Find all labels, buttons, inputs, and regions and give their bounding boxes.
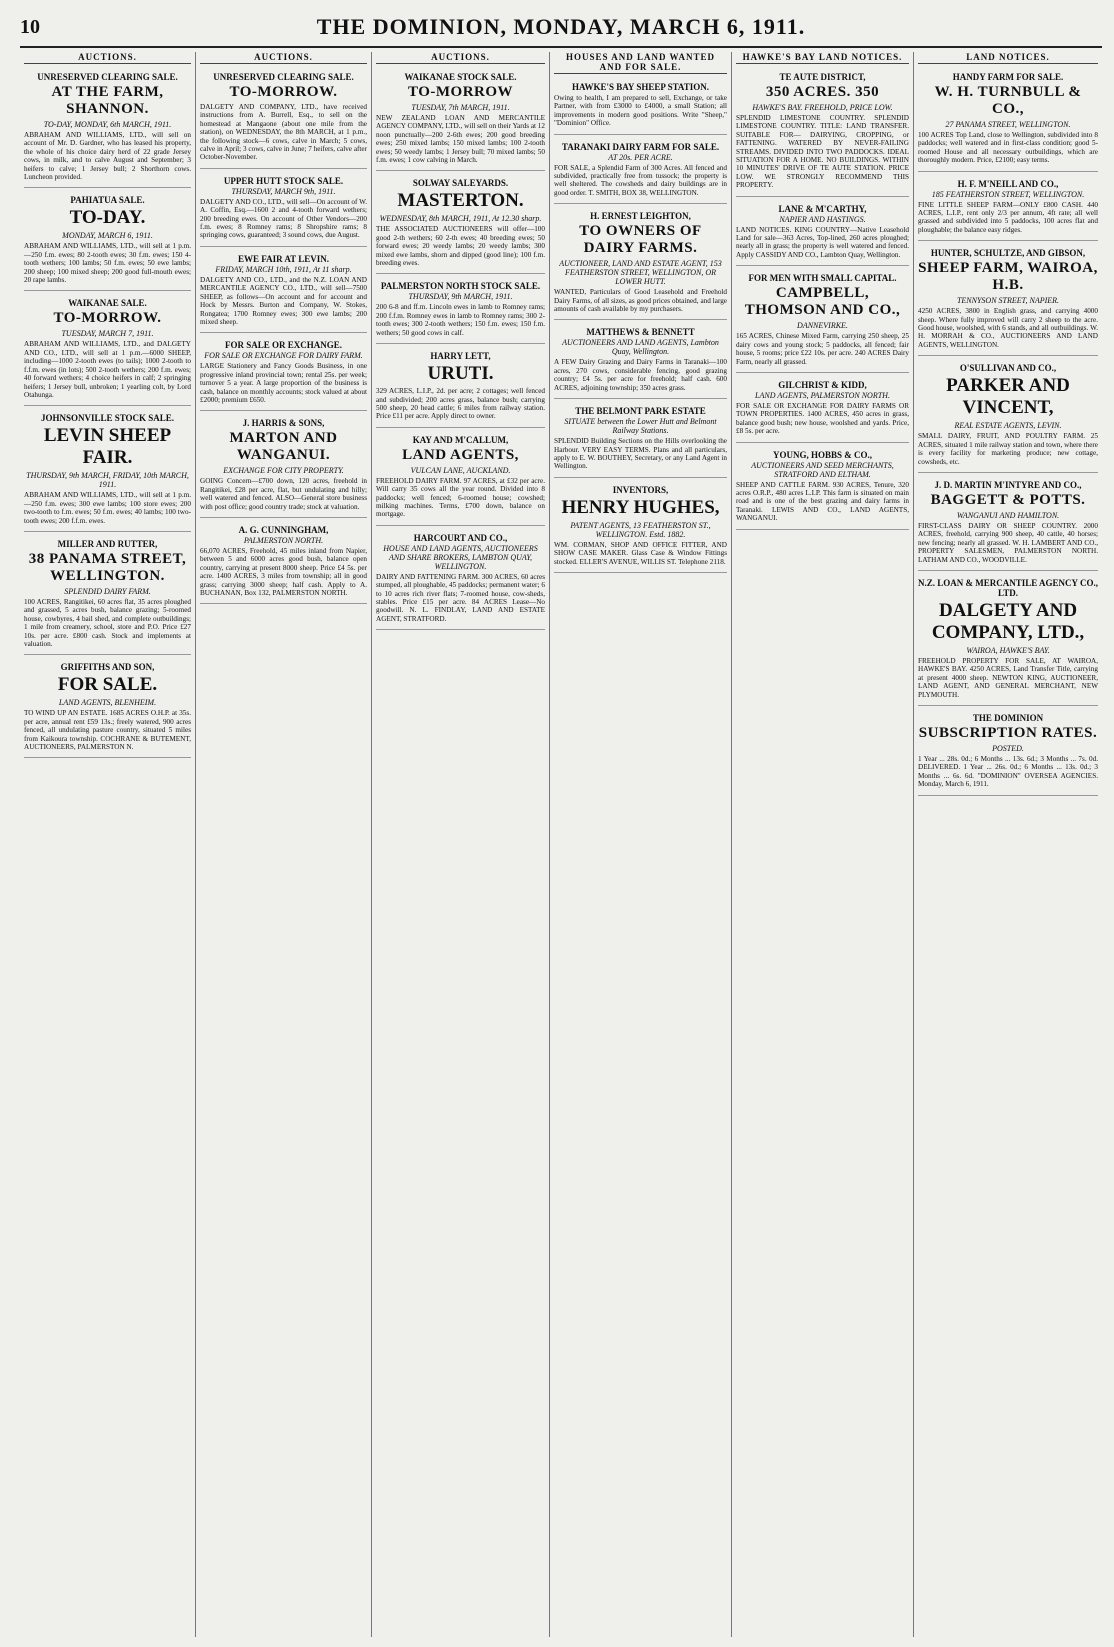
ad-body-text: TO WIND UP AN ESTATE. 1685 ACRES O.H.P. at 35s. per acre, annual rent £59 13s.; freely watered, 900 acres fenced, all undulating pasture country, situated 5 miles from Kaikoura township. COCHRANE & BUTEMENT, AUCTIONEERS, PALMERSTON N. <box>24 709 191 751</box>
ad-title: A. G. CUNNINGHAM, <box>238 524 329 535</box>
advertisement <box>200 414 367 518</box>
ad-body-text: FOR SALE, a Splendid Farm of 300 Acres. All fenced and subdivided, practically free from tussock; the property is well sheltered. The cowsheds and dairy buildings are in good order. T. SMITH, BOX 38, WELLINGTON. <box>554 163 727 197</box>
ad-subtitle: THURSDAY, MARCH 9th, 1911. <box>231 186 336 196</box>
ad-body-text: SHEEP AND CATTLE FARM. 930 ACRES, Tenure, 320 acres O.R.P., 480 acres L.I.P. This farm is situated on main road and is one of the best grazing and dairy farms in Taranaki. LEWIS AND CO., LAND AGENTS, WANGANUI. <box>736 480 909 523</box>
advertisement <box>24 191 191 291</box>
ad-body-text: 66,070 ACRES, Freehold, 45 miles inland from Napier, between 5 and 6000 acres good bush, balance open country, carrying at present 8000 sheep. Price £4 5s. per acre. 1400 ACRES, 3 miles from township; all in good grass; carrying 3000 sheep; half cash. Apply to A. BUCHANAN, Box 132, PALMERSTON NORTH. <box>200 546 367 597</box>
ad-subtitle: WAIROA, HAWKE'S BAY. <box>966 645 1050 655</box>
advertisement <box>918 175 1098 242</box>
ad-title: SOLWAY SALEYARDS. <box>412 178 509 189</box>
ad-body-text: FINE LITTLE SHEEP FARM—ONLY £800 CASH. 440 ACRES, L.I.P., rent only 2/3 per annum, 4ft rate; all well grassed and subdivided into 5 paddocks, 100 acres flat and ploughable; the balance easy ridges. <box>918 200 1098 234</box>
ad-subtitle: PATENT AGENTS, 13 FEATHERSTON ST., WELLINGTON. Estd. 1882. <box>570 520 711 539</box>
ad-subtitle: REAL ESTATE AGENTS, LEVIN. <box>954 421 1062 431</box>
advertisement <box>200 172 367 247</box>
ad-headline: TO-MORROW. <box>53 310 162 327</box>
column-6 <box>914 52 1102 1637</box>
ad-title: UNRESERVED CLEARING SALE. <box>37 72 178 82</box>
advertisement <box>918 359 1098 473</box>
ad-headline: TO-DAY. <box>69 207 146 229</box>
ad-subtitle: WEDNESDAY, 8th MARCH, 1911, At 12.30 sharp. <box>379 214 542 224</box>
ad-body-text: 329 ACRES, L.I.P., 2d. per acre; 2 cottages; well fenced and subdivided; 200 acres grass, balance bush; carrying 500 sheep, 20 head cattle; 6 miles from railway station. Price £11 per acre. Apply direct to owner. <box>376 387 545 421</box>
column-heading: LAND NOTICES. <box>918 52 1098 64</box>
ad-headline: HENRY HUGHES, <box>561 496 720 518</box>
ad-subtitle: PALMERSTON NORTH. <box>243 535 324 545</box>
ad-body-text: GOING Concern—£700 down, 120 acres, freehold in Rangitikei, £28 per acre, flat, but undulating and hilly; well watered and fenced. ALSO—General store business with post office; good country trade; stock at valuation. <box>200 477 367 511</box>
ad-subtitle: 27 PANAMA STREET, WELLINGTON. <box>945 120 1071 129</box>
ad-body-text: SPLENDID LIMESTONE COUNTRY. SPLENDID LIMESTONE COUNTRY. TITLE: LAND TRANSFER. SUITABLE FOR— DAIRYING, CROPPING, or FATTENING. WATERED BY NEVER-FAILING STREAMS. DIVIDED INTO TWO PADDOCKS. IDEAL SITUATION FOR A HOME. NO BUILDINGS. WITHIN 10 MINUTES' DRIVE OF TE AUTE STATION. PRICE LOW. WE STRONGLY RECOMMEND THIS PROPERTY. <box>736 114 909 190</box>
column-5 <box>732 52 914 1637</box>
ad-title: WAIKANAE STOCK SALE. <box>404 72 517 82</box>
ad-headline: MASTERTON. <box>397 190 524 212</box>
ad-title: HAWKE'S BAY SHEEP STATION. <box>571 82 710 92</box>
ad-subtitle: AT 20s. PER ACRE. <box>608 152 673 162</box>
ad-body-text: WM. CORMAN, SHOP AND OFFICE FITTER, AND SHOW CASE MAKER. Glass Case & Window Fittings stocked. ELLER'S AVENUE, WILLIS ST. Telephone 2118. <box>554 540 727 566</box>
ad-body-text: 100 ACRES, Rangitikei, 60 acres flat, 35 acres ploughed and grassed, 5 acres bush, balance grazing; 5-roomed house, cowbyres, 4 bail shed, and complete outbuildings; 1 mile from creamery, school, store and P.O. Price £27 10s. per acre. £800 cash. Stock and implements at valuation. <box>24 597 191 648</box>
ad-body-text: NEW ZEALAND LOAN AND MERCANTILE AGENCY COMPANY, LTD., will sell on their Yards at 12 noon punctually—200 2-6th ewes; 200 good breeding ewes; 250 mixed lambs; 150 mixed lambs; 100 2-tooth ewes; 50 weedy lambs; 1 Jersey bull; 70 mixed lambs; 50 f.m. ewes; 1 cow calving in March. <box>376 114 545 165</box>
ad-subtitle: DANNEVIRKE. <box>797 321 848 331</box>
ad-body-text: ABRAHAM AND WILLIAMS, LTD., and DALGETY AND CO., LTD., will sell at 1 p.m.—6000 SHEEP, including—1000 2-tooth ewes (to tails); 1000 2-tooth to f.f.m. ewes (in lots); 500 2-tooth wethers; 200 f.m. ewes; 40 forward wethers; 4 choice heifers in calf; 2 springing heifers; 1 Jersey bull, unbroken; 1 yearling colt, by Lord Otahunga. <box>24 340 191 399</box>
advertisement <box>24 68 191 188</box>
ad-body-text: ABRAHAM AND WILLIAMS, LTD., will sell on account of Mr. D. Gardner, who has leased his property, the whole of his choice dairy herd of 22 grade Jersey cows, in milk, and to calve August and September; 3 heifers to calve; 1 Jersey bull; 2 Shorthorn cows. Luncheon provided. <box>24 131 191 182</box>
ad-title: O'SULLIVAN AND CO., <box>959 363 1057 374</box>
column-3 <box>372 52 550 1637</box>
ad-title: LANE & M'CARTHY, <box>778 203 867 214</box>
advertisement <box>200 250 367 333</box>
ad-subtitle: VULCAN LANE, AUCKLAND. <box>410 465 511 475</box>
ad-headline: URUTI. <box>427 363 494 385</box>
ad-subtitle: AUCTIONEER, LAND AND ESTATE AGENT, 153 FEATHERSTON STREET, WELLINGTON, OR LOWER HUTT. <box>559 259 722 287</box>
advertisement <box>24 294 191 406</box>
ad-headline: 38 PANAMA STREET, WELLINGTON. <box>28 550 187 584</box>
ad-body-text: LARGE Stationery and Fancy Goods Business, in one progressive inland provincial town; rental 25s. per week; turnover 5 a year. A large proportion of the business is cash, balance on monthly accounts; stock valued at about £2000; premium £650. <box>200 362 367 404</box>
advertisement <box>554 402 727 478</box>
column-4 <box>550 52 732 1637</box>
ad-title: MATTHEWS & BENNETT <box>586 327 695 338</box>
ad-title: PAHIATUA SALE. <box>70 195 145 206</box>
ad-title: H. F. M'NEILL AND CO., <box>957 178 1059 189</box>
ad-subtitle: THURSDAY, 9th MARCH, FRIDAY, 10th MARCH, 1911. <box>26 471 189 490</box>
ad-headline: SUBSCRIPTION RATES. <box>918 724 1098 741</box>
ad-headline: BAGGETT & POTTS. <box>930 491 1086 508</box>
ad-title: GRIFFITHS AND SON, <box>60 662 155 673</box>
ad-body-text: FOR SALE OR EXCHANGE FOR DAIRY FARMS OR TOWN PROPERTIES. 1400 ACRES, 450 acres in grass, balance good bush; new house, woolshed and yards. Price, £8 5s. per acre. <box>736 401 909 436</box>
ad-title: MILLER AND RUTTER, <box>57 538 158 549</box>
ad-title: KAY AND M'CALLUM, <box>412 434 509 445</box>
ad-title: YOUNG, HOBBS & CO., <box>772 449 872 460</box>
advertisement <box>376 277 545 344</box>
ad-body-text: SPLENDID Building Sections on the Hills overlooking the Harbour. VERY EASY TERMS. Plans and all particulars, apply to E. W. BOUTHEY, Secretary, or any Land Agent in Wellington. <box>554 437 727 471</box>
ad-body-text: FIRST-CLASS DAIRY OR SHEEP COUNTRY. 2000 ACRES, freehold, carrying 900 sheep, 40 cattle, 40 horses; new fencing; nearly all grassed. W. H. LAMBERT AND CO., PROPERTY SALESMEN, PALMERSTON NORTH. LATHAM AND CO., WOODVILLE. <box>918 521 1098 564</box>
column-heading: AUCTIONS. <box>24 52 191 64</box>
ad-body-text: DAIRY AND FATTENING FARM. 300 ACRES, 60 acres stumped, all ploughable, 45 paddocks; permanent water; 6 to 10 acres rich river flats; 7-roomed house, cow-sheds, stables. Price £15 per acre. 84 ACRES Lease—No goodwill. N. L. FINDLAY, LAND AND ESTATE AGENT, STRATFORD. <box>376 572 545 623</box>
ad-headline: SHEEP FARM, WAIROA, H.B. <box>918 260 1098 294</box>
ad-body-text: DALGETY AND COMPANY, LTD., have received instructions from A. Burrell, Esq., to sell on the homestead at Mangaone (about one mile from the station), on WEDNESDAY, the 8th MARCH, at 1 p.m., the following stock—6 cows, calve in March; 5 cows, calve in April; 3 cows, calve in June; 7 heifers, calve after October-November. <box>200 103 367 162</box>
masthead <box>20 6 1102 48</box>
advertisement <box>376 529 545 630</box>
ad-headline: FOR SALE. <box>57 674 158 696</box>
ad-body-text: 100 ACRES Top Land, close to Wellington, subdivided into 8 paddocks; well watered and in first-class condition; good 5-roomed House and all necessary outbuildings, which are thoroughly modern. Price, £2100; easy terms. <box>918 131 1098 165</box>
ad-subtitle: EXCHANGE FOR CITY PROPERTY. <box>223 466 344 476</box>
ad-subtitle: FOR SALE OR EXCHANGE FOR DAIRY FARM. <box>204 351 363 361</box>
advertisement <box>554 323 727 399</box>
ad-title: J. HARRIS & SONS, <box>242 418 325 429</box>
ad-body-text: THE ASSOCIATED AUCTIONEERS will offer—100 good 2-th wethers; 60 2-th ewes; 40 breeding ewes; 50 forward ewes; 20 weedy lambs; 20 weedy lambs; 300 mixed ewe lambs, shorn and dipped (good line); 100 f.m. breeding ewes. <box>376 225 545 268</box>
ad-title: INVENTORS, <box>612 484 669 495</box>
ad-subtitle: TUESDAY, MARCH 7, 1911. <box>61 329 154 339</box>
ad-headline: TO-MORROW. <box>229 84 338 100</box>
ad-headline: DALGETY AND COMPANY, LTD., <box>931 599 1085 643</box>
ad-subtitle: 185 FEATHERSTON STREET, WELLINGTON. <box>931 189 1085 199</box>
advertisement <box>554 138 727 205</box>
advertisement <box>918 476 1098 571</box>
ad-headline: TO OWNERS OF DAIRY FARMS. <box>579 223 702 257</box>
ad-title: N.Z. LOAN & MERCANTILE AGENCY CO., LTD. <box>918 577 1098 598</box>
ad-headline: AT THE FARM, SHANNON. <box>51 84 164 117</box>
ad-body-text: ABRAHAM AND WILLIAMS, LTD., will sell at 1 p.m.—250 f.m. ewes; 80 2-tooth ewes; 30 f.m. ewes; 150 4-tooth wethers; 100 lambs; 50 f.m. ewes; 50 ewe lambs; 200 sheep; 100 mixed sheep; 200 good full-mouth ewes; 20 rape lambs. <box>24 242 191 285</box>
ad-body-text: DALGETY AND CO., LTD., and the N.Z. LOAN AND MERCANTILE AGENCY CO., LTD., will sell—7500 SHEEP, as follows—On account and for account and Hock by Messrs. Burton and Company, W. Stokes, Rongatea; 1700 Romney ewes; 300 ewe lambs; 200 mixed sheep. <box>200 275 367 326</box>
ad-subtitle: HAWKE'S BAY. FREEHOLD, PRICE LOW. <box>752 103 893 112</box>
ad-headline: 350 ACRES. 350 <box>765 84 880 100</box>
ad-title: TARANAKI DAIRY FARM FOR SALE. <box>561 141 720 152</box>
column-heading: AUCTIONS. <box>376 52 545 64</box>
advertisement <box>736 376 909 443</box>
column-heading: HAWKE'S BAY LAND NOTICES. <box>736 52 909 64</box>
ad-title: HANDY FARM FOR SALE. <box>952 72 1064 82</box>
ad-title: HARRY LETT, <box>430 351 491 362</box>
ad-subtitle: AUCTIONEERS AND SEED MERCHANTS, STRATFORD AND ELTHAM. <box>751 460 894 479</box>
ad-subtitle: AUCTIONEERS AND LAND AGENTS, Lambton Quay, Wellington. <box>562 338 719 357</box>
ad-title: HUNTER, SCHULTZE, AND GIBSON, <box>930 248 1086 259</box>
newspaper-title: THE DOMINION, MONDAY, MARCH 6, 1911. <box>316 14 806 39</box>
column-heading: AUCTIONS. <box>200 52 367 64</box>
ad-body-text: LAND NOTICES. KING COUNTRY—Native Leasehold Land for sale—363 Acres, Top-lined, 260 acres ploughed; nearly all in grass; the property is well watered and fenced. Apply CASSIDY AND CO., Lambton Quay, Wellington. <box>736 225 909 259</box>
advertisement <box>376 174 545 274</box>
ad-title: J. D. MARTIN M'INTYRE AND CO., <box>934 479 1082 490</box>
ad-title: JOHNSONVILLE STOCK SALE. <box>40 413 175 424</box>
ad-body-text: ABRAHAM AND WILLIAMS, LTD., will sell at 1 p.m.—250 f.m. ewes; 300 ewe lambs; 100 store ewes; 200 two-tooth to f.m. ewes; 50 f.m. ewes; 40 lambs; 100 two-tooth ewes; 200 f.f.m. ewes. <box>24 491 191 525</box>
ad-body-text: 4250 ACRES, 3800 in English grass, and carrying 4000 sheep. Where fully improved will carry 2 sheep to the acre. Good house, woolshed, with 6 stands, and all outbuildings. W. H. MORRAH & CO., AUCTIONEERS AND LAND AGENTS, WELLINGTON. <box>918 307 1098 349</box>
ad-headline: PARKER AND VINCENT, <box>946 375 1070 419</box>
ad-subtitle: SPLENDID DAIRY FARM. <box>64 586 151 596</box>
column-heading: HOUSES AND LAND WANTED AND FOR SALE. <box>554 52 727 74</box>
column-2 <box>196 52 372 1637</box>
ad-title: UPPER HUTT STOCK SALE. <box>223 175 344 186</box>
advertisement <box>200 521 367 604</box>
advertisement <box>554 78 727 135</box>
ad-subtitle: THURSDAY, 9th MARCH, 1911. <box>408 292 513 302</box>
ad-headline: W. H. TURNBULL & CO., <box>934 84 1082 117</box>
ad-headline: CAMPBELL, THOMSON AND CO., <box>744 285 901 319</box>
page-number: 10 <box>20 16 40 38</box>
ad-subtitle: TENNYSON STREET, NAPIER. <box>956 296 1060 306</box>
advertisement <box>918 68 1098 172</box>
ad-subtitle: LAND AGENTS, PALMERSTON NORTH. <box>755 390 890 400</box>
advertisement <box>24 409 191 532</box>
advertisement <box>24 658 191 758</box>
advertisement <box>736 200 909 267</box>
advertisement <box>376 347 545 428</box>
ad-body-text: FREEHOLD PROPERTY FOR SALE, AT WAIROA, HAWKE'S BAY. 4250 ACRES, Land Transfer Title, carrying at present 4000 sheep. NEWTON KING, AUCTIONEER, LAND AGENT, AND GENERAL MERCHANT, NEW PLYMOUTH. <box>918 656 1098 699</box>
ad-title: PALMERSTON NORTH STOCK SALE. <box>380 281 541 292</box>
advertisement <box>554 207 727 320</box>
ad-subtitle: LAND AGENTS, BLENHEIM. <box>58 698 157 708</box>
ad-subtitle: MONDAY, MARCH 6, 1911. <box>62 231 153 241</box>
advertisement <box>918 574 1098 706</box>
ad-title: WAIKANAE SALE. <box>68 298 147 309</box>
ad-body-text: DALGETY AND CO., LTD., will sell—On account of W. A. Coffin, Esq.—1600 2 and 4-tooth forward wethers; 200 breeding ewes. On account of Other Vendors—200 f.m. ewes; 8 Romney rams; 8 Shropshire rams; 8 springing cows, guaranteed; 3 sound cows, due August. <box>200 197 367 240</box>
advertisement <box>918 709 1098 796</box>
ad-body-text: 165 ACRES, Chinese Mixed Farm, carrying 250 sheep, 25 dairy cows and young stock; 5 paddocks, all fenced; fair house, 5 rooms; price £22 10s. per acre. 240 ACRES Dairy Farm, nearly all grassed. <box>736 332 909 366</box>
ad-headline: TO-MORROW <box>407 84 514 100</box>
ad-headline: MARTON AND WANGANUI. <box>229 430 338 464</box>
ad-subtitle: HOUSE AND LAND AGENTS, AUCTIONEERS AND SHARE BROKERS, LAMBTON QUAY, WELLINGTON. <box>383 543 538 571</box>
ad-subtitle: TUESDAY, 7th MARCH, 1911. <box>411 103 510 112</box>
ad-body-text: 1 Year ... 28s. 0d.; 6 Months ... 13s. 6d.; 3 Months ... 7s. 0d. DELIVERED. 1 Year ... 26s. 0d.; 6 Months ... 13s. 0d.; 3 Months ... 6s. 6d. "DOMINION" OVERSEA AGENCIES. Monday, March 6, 1911. <box>918 754 1098 789</box>
ad-title: FOR MEN WITH SMALL CAPITAL. <box>748 273 897 284</box>
ad-headline: LEVIN SHEEP FAIR. <box>43 425 172 469</box>
advertisement <box>736 68 909 197</box>
advertisement <box>918 244 1098 356</box>
ad-body-text: FREEHOLD DAIRY FARM. 97 ACRES, at £32 per acre. Will carry 35 cows all the year round. Divided into 8 paddocks; well fenced; 6-roomed house; cowshed; milking machines. Terms, £700 down, balance on mortgage. <box>376 476 545 519</box>
ad-body-text: WANTED, Particulars of Good Leasehold and Freehold Dairy Farms, of all sizes, as good prices obtained, and large amounts of cash available by my purchasers. <box>554 288 727 314</box>
ad-title: THE DOMINION <box>972 712 1044 723</box>
ad-title: THE BELMONT PARK ESTATE <box>575 406 706 417</box>
ad-body-text: SMALL DAIRY, FRUIT, AND POULTRY FARM. 25 ACRES, situated 1 mile railway station and town, where there is every facility for marketing produce; new cottage, cowsheds, etc. <box>918 432 1098 466</box>
ad-subtitle: WANGANUI AND HAMILTON. <box>956 510 1060 520</box>
ad-body-text: A FEW Dairy Grazing and Dairy Farms in Taranaki—100 acres, 270 cows, considerable fencing, good grazing country; £4 5s. per acre for freehold; half cash. 600 ACRES, adjoining township; 350 acres grass. <box>554 358 727 392</box>
advertisement <box>376 68 545 171</box>
ad-title: H. ERNEST LEIGHTON, <box>590 211 691 222</box>
advertisement <box>554 481 727 573</box>
ad-title: TE AUTE DISTRICT, <box>779 72 866 82</box>
ad-title: HARCOURT AND CO., <box>413 532 508 543</box>
page-columns <box>20 52 1102 1637</box>
advertisement <box>736 446 909 530</box>
advertisement <box>200 336 367 411</box>
advertisement <box>24 535 191 655</box>
ad-title: EWE FAIR AT LEVIN. <box>237 253 330 264</box>
ad-body-text: Owing to health, I am prepared to sell, Exchange, or take Partner, with from £3000 to £4000, a small Station; all improvements in modern good positions. Write "Sheep," "Dominion" Office. <box>554 94 727 128</box>
ad-title: GILCHRIST & KIDD, <box>778 379 867 390</box>
advertisement <box>736 269 909 373</box>
column-1 <box>20 52 196 1637</box>
ad-subtitle: NAPIER AND HASTINGS. <box>779 214 866 224</box>
ad-title: FOR SALE OR EXCHANGE. <box>224 340 342 351</box>
ad-subtitle: FRIDAY, MARCH 10th, 1911, At 11 sharp. <box>215 264 352 274</box>
ad-subtitle: SITUATE between the Lower Hutt and Belmont Railway Stations. <box>564 417 717 436</box>
advertisement <box>376 431 545 526</box>
ad-body-text: 200 6-8 and ff.m. Lincoln ewes in lamb to Romney rams; 200 f.f.m. Romney ewes in lamb to Romney rams; 300 2-tooth ewes; 300 2-tooth wethers; 150 f.m. ewes; 150 f.m. wethers; 50 good cows in calf. <box>376 303 545 337</box>
ad-headline: LAND AGENTS, <box>402 446 519 463</box>
ad-title: UNRESERVED CLEARING SALE. <box>213 72 354 82</box>
ad-subtitle: TO-DAY, MONDAY, 6th MARCH, 1911. <box>43 120 172 129</box>
advertisement <box>200 68 367 169</box>
ad-subtitle: POSTED. <box>992 743 1024 753</box>
